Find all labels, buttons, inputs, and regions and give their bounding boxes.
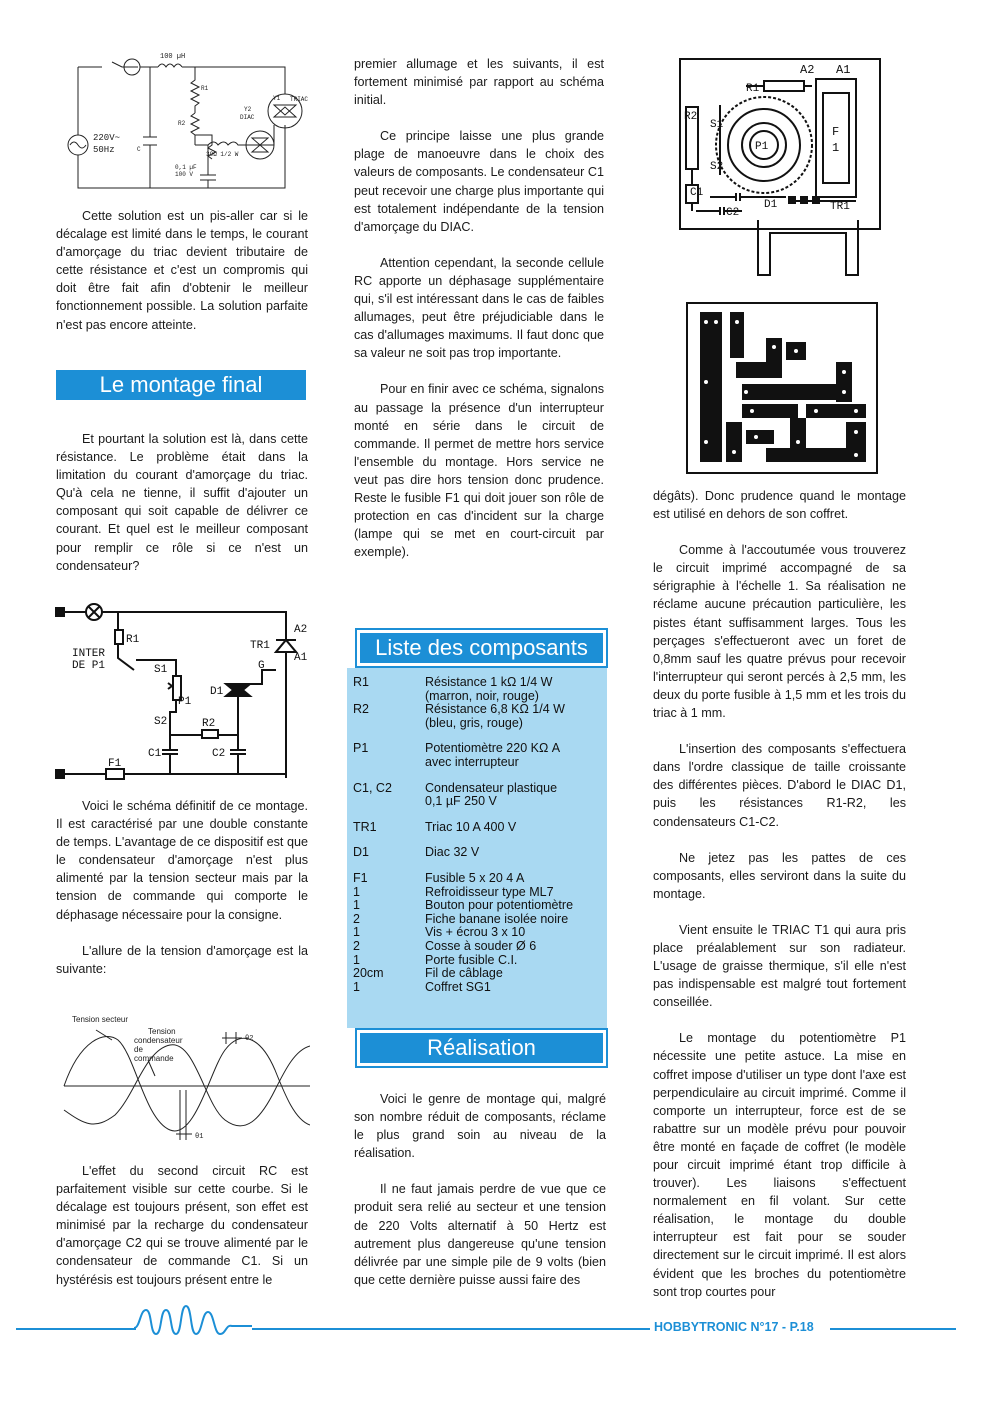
part-row (347, 886, 607, 900)
lbl-s2: S2 (154, 716, 168, 728)
footer-wave-logo (132, 1302, 252, 1342)
lbl-a2: A2 (294, 624, 308, 636)
component-desc: Triac 10 A 400 V (425, 819, 517, 834)
component-ref: R1 (353, 675, 369, 689)
pcb-c1: C1 (690, 187, 704, 199)
component-desc-2: 0,1 µF 250 V (425, 794, 497, 809)
waveform-label: condensateur (134, 1036, 183, 1045)
paragraph: Comme à l'accoutumée vous trouverez le circuit imprimé accompagné de sa sérigraphie à l'échelle 1. Sa réalisation ne réclame aucune précaution particulière, les pistes étant suffisamment larges. Tous les perçages s'effectueront avec un foret de 0,8mm sauf les quatre prévus pour recevoir l'interrupteur qui seront percés à 2,5 mm, les deux du porte fusible à 1,5 mm et les trois du triac à 1 mm. (653, 543, 906, 721)
component-row (347, 703, 607, 730)
lbl-tr1: TR1 (250, 640, 270, 652)
paragraph: L'insertion des composants s'effectuera dans l'ordre classique de taille croissante des différentes pièces. D'abord le DIAC D1, puis les résistances R1-R2, les condensateurs C1-C2. (653, 742, 906, 829)
component-desc-2: (marron, noir, rouge) (425, 688, 539, 703)
lbl-r2: R2 (178, 120, 186, 127)
theta2-label: θ2 (245, 1035, 254, 1043)
part-qty: 1 (353, 925, 360, 940)
paragraph: Ce principe laisse une plus grande plage de manoeuvre dans le choix des valeurs de composants. Le condensateur C1 peut recevoir une charge plus importante qui est totalement indépendante de la tension d'amorçage du DIAC. (354, 129, 604, 234)
column-1-middle (56, 430, 308, 593)
part-qty: F1 (353, 870, 368, 885)
column-2-top (354, 55, 604, 579)
component-desc-2: (bleu, gris, rouge) (425, 715, 523, 730)
part-desc: Refroidisseur type ML7 (425, 884, 554, 899)
component-ref: C1, C2 (353, 780, 392, 795)
part-qty: 1 (353, 898, 360, 913)
component-desc-2: avec interrupteur (425, 754, 519, 769)
pcb-r1: R1 (746, 83, 760, 95)
part-desc: Cosse à souder Ø 6 (425, 938, 537, 953)
component-row (347, 821, 607, 835)
waveform-label: de (134, 1045, 143, 1054)
column-2-bottom (354, 1090, 606, 1307)
lbl-f1: F1 (108, 758, 122, 770)
part-desc: Bouton pour potentiomètre (425, 898, 574, 913)
lbl-d1: D1 (210, 686, 224, 698)
paragraph: premier allumage et les suivants, il est fortement minimisé par rapport au schéma initial. (354, 57, 604, 108)
components-list (347, 668, 607, 1028)
component-row (347, 742, 607, 769)
lbl-cap: 0,1 µF (175, 164, 197, 171)
paragraph: Voici le schéma définitif de ce montage. Il est caractérisé par une double constante de temps. L'avantage de ce dispositif est que le condensateur d'amorçage n'est plus alimenté par la tension secteur mais par la tension de commande qui comporte le déphasage nécessaire pour la consigne. (56, 799, 308, 922)
paragraph: Ne jetez pas les pattes de ces composants, elles serviront dans la suite du montage. (653, 850, 906, 901)
lbl-inter2: DE P1 (72, 660, 106, 672)
footer-rule-middle (252, 1328, 650, 1330)
paragraph: Vient ensuite le TRIAC T1 qui aura pris place préalablement sur son radiateur. L'usage de graisse thermique, s'il elle n'est pas indispensable est malgré tout fortement conseillée. (653, 922, 906, 1010)
lbl-triac: TRIAC (290, 96, 309, 103)
waveform-label: commande (134, 1054, 174, 1063)
lbl-r2: R2 (202, 718, 216, 730)
component-row (347, 676, 607, 703)
lbl-mains2: 50Hz (93, 145, 115, 155)
pcb-s1: S1 (710, 119, 724, 131)
lbl-c2: C2 (212, 748, 226, 760)
part-qty: 1 (353, 952, 360, 967)
waveform-label: Tension (148, 1027, 176, 1036)
section-heading-montage-final: Le montage final (56, 370, 306, 400)
component-row (347, 846, 607, 860)
part-row (347, 940, 607, 954)
pcb-silkscreen (676, 55, 886, 277)
lbl-a1: A1 (294, 652, 308, 664)
column-1-top (56, 207, 308, 352)
lbl-mains1: 220V~ (93, 133, 121, 143)
paragraph: Attention cependant, la seconde cellule RC apporte un déphasage supplémentaire qui, s'il est intéressant dans le cas de faibles allumages, peut être préjudiciable dans le cas d'allumages maximums. Il faut donc que sa valeur ne soit pas trop importante. (354, 255, 604, 361)
component-desc: Diac 32 V (425, 845, 480, 860)
part-row (347, 926, 607, 940)
pcb-r2: R2 (684, 111, 698, 123)
lbl-c: C (137, 146, 141, 153)
part-row (347, 872, 607, 886)
lbl-r1: R1 (201, 85, 209, 92)
pcb-a2: A2 (800, 63, 815, 77)
part-row (347, 899, 607, 913)
footer-page-info: HOBBYTRONIC N°17 - P.18 (654, 1320, 814, 1334)
final-schematic (54, 600, 316, 785)
pcb-f: F (832, 125, 840, 139)
component-desc: Potentiomètre 220 KΩ A (425, 741, 561, 756)
component-ref: R2 (353, 702, 369, 717)
column-1-lower (56, 797, 308, 978)
initial-schematic (60, 45, 325, 195)
lbl-inter1: INTER (72, 648, 106, 660)
part-desc: Fiche banane isolée noire (425, 911, 569, 926)
part-desc: Coffret SG1 (425, 979, 491, 994)
section-heading-liste-composants: Liste des composants (357, 630, 606, 666)
paragraph: Il ne faut jamais perdre de vue que ce produit sera relié au secteur et une tension de 220 Volts alternatif à 50 Hertz est autrement plus dangereuse qu'une tension délivrée par une simple pile de 9 volts (bien que cette dernière puisse aussi faire des (354, 1182, 606, 1287)
lbl-y1: Y1 (273, 95, 281, 102)
paragraph: dégâts). Donc prudence quand le montage est utilisé en dehors de son coffret. (653, 489, 906, 522)
column-1-bottom (56, 1162, 308, 1307)
paragraph: L'effet du second circuit RC est parfaitement visible sur cette courbe. Si le décalage est toujours présent, son effet est minimisé par la recharge du condensateur d'amorçage C2 qui se trouve alimenté par le condensateur de commande C1. Si un hystérésis est toujours présent entre le (56, 1164, 308, 1287)
section-heading-realisation: Réalisation (357, 1030, 606, 1066)
pcb-a1: A1 (836, 63, 851, 77)
pcb-s2: S2 (710, 161, 724, 173)
part-qty: 2 (353, 938, 360, 953)
component-ref: D1 (353, 845, 369, 860)
lbl-res: 39Ω 1/2 W (206, 151, 239, 158)
pcb-c2: C2 (726, 207, 740, 219)
part-qty: 1 (353, 979, 360, 994)
footer-rule-left (16, 1328, 136, 1330)
theta1-label: θ1 (195, 1133, 204, 1141)
lbl-diac: DIAC (240, 114, 255, 121)
footer-rule-right (830, 1328, 956, 1330)
pcb-tr1: TR1 (830, 201, 850, 213)
lbl-p1: P1 (178, 696, 192, 708)
part-qty: 2 (353, 911, 360, 926)
component-row (347, 782, 607, 809)
part-qty: 1 (353, 884, 360, 899)
part-row (347, 967, 607, 981)
paragraph: Pour en finir avec ce schéma, signalons au passage la présence d'un interrupteur monté en série dans le circuit de commande. Il permet de mettre hors service l'ensemble du montage. Hors service ne veut pas dire hors tension donc prudence. Reste le fusible F1 qui doit jouer son rôle de protection en cas d'incident sur la charge (lampe qui se met en court-circuit par exemple). (354, 382, 604, 560)
part-row (347, 981, 607, 995)
lbl-inductor: 100 µH (160, 53, 186, 61)
paragraph: Cette solution est un pis-aller car si le décalage est limité dans le temps, le courant d'amorçage du triac devient tributaire de cette résistance et c'est un compromis qui doit être fait afin d'obtenir le meilleur fonctionnement possible. La solution parfaite n'est pas encore atteinte. (56, 209, 308, 332)
part-desc: Vis + écrou 3 x 10 (425, 925, 526, 940)
waveform-title: Tension secteur (72, 1015, 129, 1024)
pcb-d1: D1 (764, 199, 778, 211)
lbl-c1: C1 (148, 748, 162, 760)
pcb-copper-layout (686, 302, 880, 476)
component-ref: P1 (353, 741, 369, 756)
pcb-p1: P1 (755, 141, 769, 153)
paragraph: Et pourtant la solution est là, dans cette résistance. Le problème était dans la limitation du courant d'amorçage du triac. Qu'à cela ne tienne, il suffit d'ajouter un composant qui soit capable de délivrer ce courant. Et quel est le meilleur composant pour remplir ce rôle si ce n'est un condensateur? (56, 432, 308, 573)
part-row (347, 954, 607, 968)
part-desc: Fusible 5 x 20 4 A (425, 870, 525, 885)
part-desc: Fil de câblage (425, 966, 503, 981)
part-row (347, 913, 607, 927)
lbl-s1: S1 (154, 664, 168, 676)
component-desc: Résistance 1 kΩ 1/4 W (425, 675, 553, 689)
misc-parts (347, 872, 607, 994)
lbl-g: G (258, 660, 265, 672)
part-qty: 20cm (353, 966, 384, 981)
component-desc: Résistance 6,8 KΩ 1/4 W (425, 702, 565, 717)
part-desc: Porte fusible C.I. (425, 952, 518, 967)
column-3 (653, 487, 906, 1319)
paragraph: Voici le genre de montage qui, malgré son nombre réduit de composants, réclame le plus grand soin au niveau de la réalisation. (354, 1092, 606, 1161)
pcb-f-1: 1 (832, 141, 840, 155)
component-desc: Condensateur plastique (425, 780, 558, 795)
paragraph: L'allure de la tension d'amorçage est la suivante: (56, 943, 308, 976)
lbl-capv: 100 V (175, 171, 194, 178)
lbl-r1: R1 (126, 634, 140, 646)
paragraph: Le montage du potentiomètre P1 nécessite une petite astuce. La mise en coffret impose d'utiliser un type dont l'axe est perpendiculaire au circuit imprimé. Comme il comporte un interrupteur, force est de se rabattre sur un modèle prévu pour pouvoir être monté en façade de coffret (le modèle pour circuit imprimé étant trop difficile à trouver). Les liaisons s'effectuent normalement en fil volant. Sur cette réalisation, le montage du double interrupteur est fait pour se souder directement sur le circuit imprimé. Il est alors évident que les broches du potentiomètre sont trop courtes pour (653, 1031, 906, 1299)
component-ref: TR1 (353, 819, 377, 834)
lbl-y2: Y2 (244, 106, 252, 113)
trigger-voltage-waveform (60, 1010, 310, 1160)
